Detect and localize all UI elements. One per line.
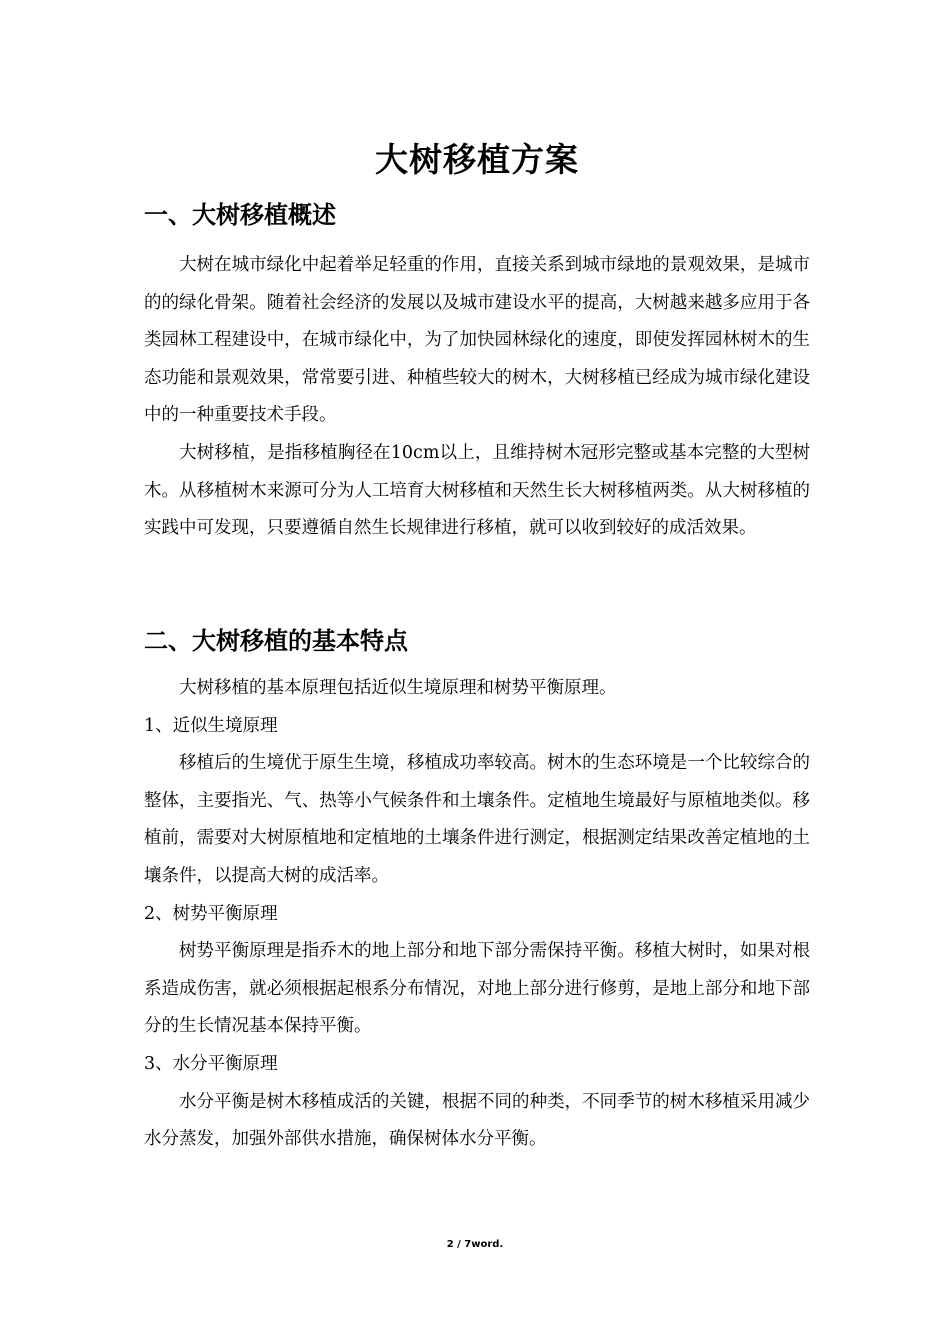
item-text: 水分平衡是树木移植成活的关键，根据不同的种类，不同季节的树木移植采用减少水分蒸发，加强外部供水措施，确保树体水分平衡。 bbox=[144, 1091, 810, 1150]
page-number: 2 / 7word. bbox=[446, 1239, 504, 1250]
item-label: 3、水分平衡原理 bbox=[144, 1053, 278, 1074]
section-overview bbox=[144, 198, 810, 548]
item-text: 树势平衡原理是指乔木的地上部分和地下部分需保持平衡。移植大树时，如果对根系造成伤害，就必须根据起根系分布情况，对地上部分进行修剪，是地上部分和地下部分的生长情况基本保持平衡。 bbox=[144, 941, 810, 1037]
item-text: 移植后的生境优于原生生境，移植成功率较高。树木的生态环境是一个比较综合的整体，主要指光、气、热等小气候条件和土壤条件。定植地生境最好与原植地类似。移植前，需要对大树原植地和定植地的土壤条件进行测定，根据测定结果改善定植地的土壤条件，以提高大树的成活率。 bbox=[144, 753, 810, 886]
section-heading: 二、大树移植的基本特点 bbox=[144, 626, 408, 655]
paragraph: 大树在城市绿化中起着举足轻重的作用，直接关系到城市绿地的景观效果，是城市的的绿化骨架。随着社会经济的发展以及城市建设水平的提高，大树越来越多应用于各类园林工程建设中，在城市绿化中，为了加快园林绿化的速度，即使发挥园林树木的生态功能和景观效果，常常要引进、种植些较大的树木，大树移植已经成为城市绿化建设中的一种重要技术手段。 bbox=[144, 255, 810, 426]
section-intro: 大树移植的基本原理包括近似生境原理和树势平衡原理。 bbox=[179, 678, 617, 698]
page-footer bbox=[0, 1238, 950, 1252]
section-heading: 一、大树移植概述 bbox=[144, 200, 336, 229]
paragraph: 大树移植，是指移植胸径在10cm以上，且维持树木冠形完整或基本完整的大型树木。从移植树木来源可分为人工培育大树移植和天然生长大树移植两类。从大树移植的实践中可发现，只要遵循自然生长规律进行移植，就可以收到较好的成活效果。 bbox=[144, 442, 810, 539]
document-title: 大树移植方案 bbox=[375, 140, 579, 179]
item-label: 1、近似生境原理 bbox=[144, 715, 278, 736]
item-label: 2、树势平衡原理 bbox=[144, 903, 278, 924]
section-basic-features bbox=[144, 624, 810, 1159]
